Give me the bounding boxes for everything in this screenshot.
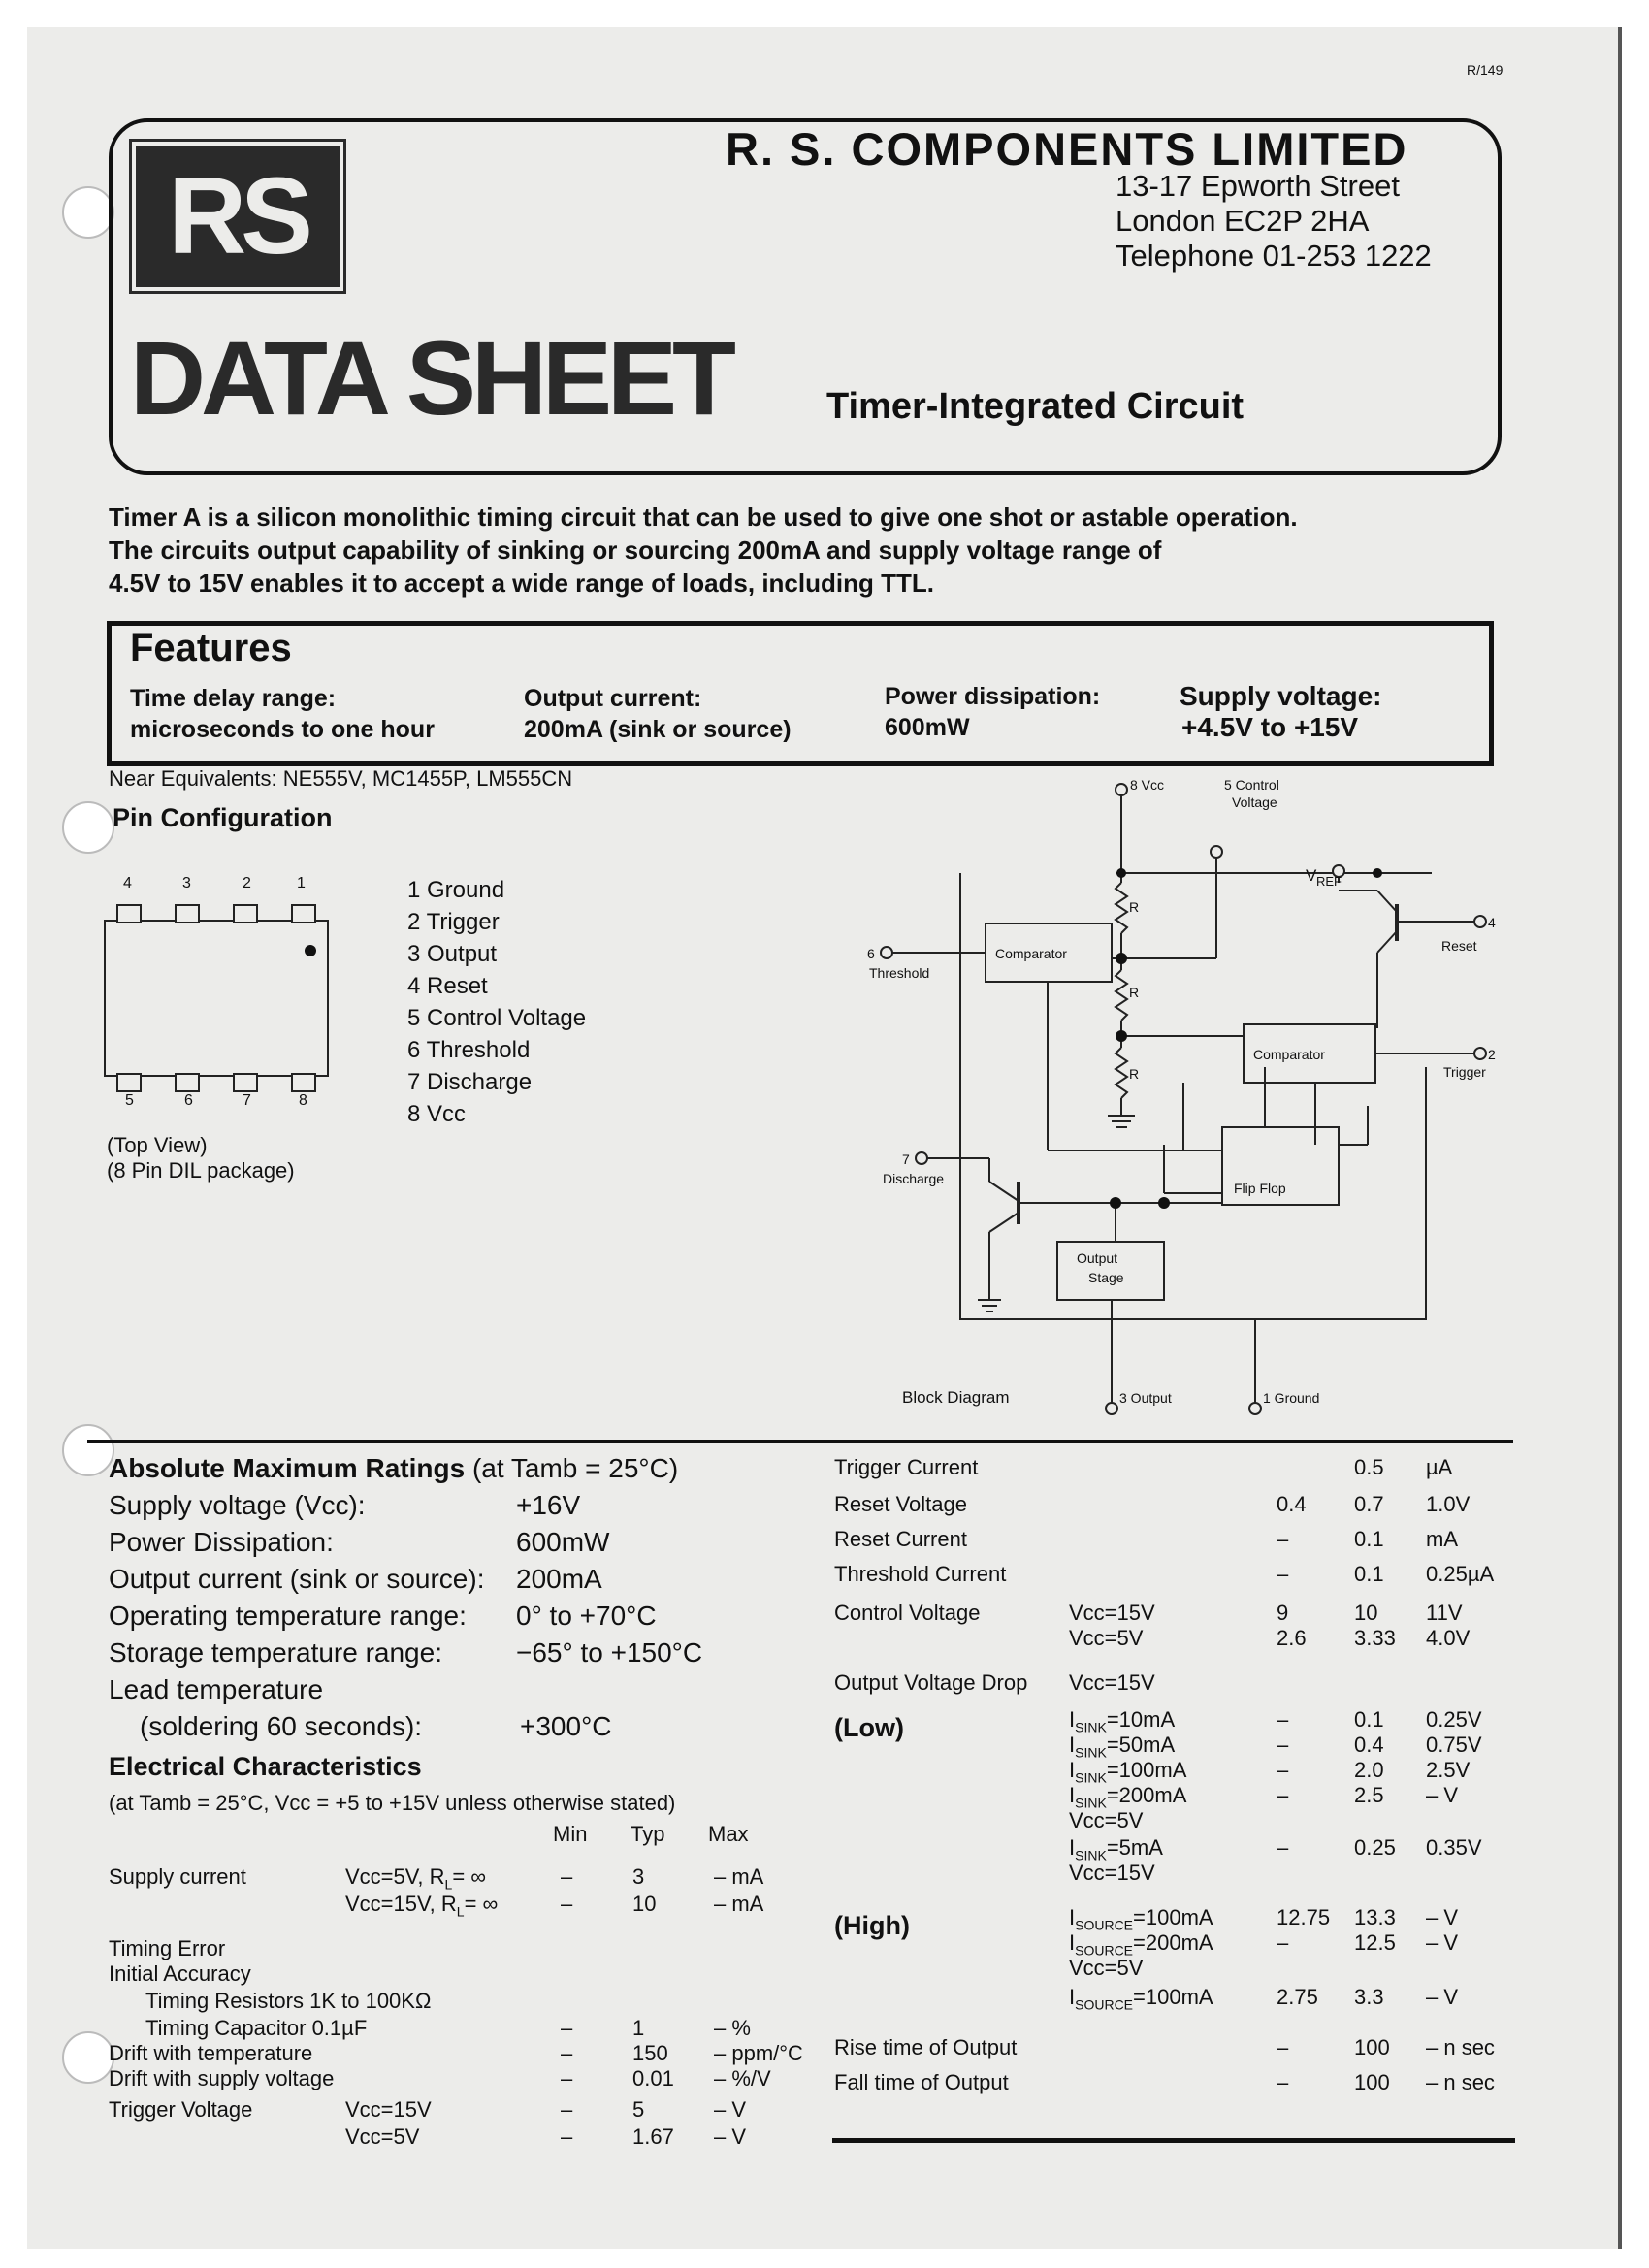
typ-cell: 0.1: [1354, 1707, 1384, 1732]
pin-list-item: 3 Output: [407, 941, 498, 967]
top-view-label: (Top View): [107, 1133, 208, 1157]
max-cell: 1.0V: [1426, 1492, 1471, 1516]
abs-max-heading: Absolute Maximum Ratings (at Tamb = 25°C): [109, 1453, 679, 1483]
param-label: Trigger Voltage: [109, 2097, 253, 2122]
typ-cell: 2.0: [1354, 1758, 1384, 1782]
max-cell: – V: [1426, 1930, 1459, 1955]
diag-label-comparator-2: Comparator: [1253, 1047, 1325, 1062]
pin-8-lead: [291, 1073, 316, 1092]
max-cell: – V: [714, 2097, 747, 2122]
feature-value-power-dissipation: 600mW: [885, 714, 970, 741]
condition-cell: Vcc=5V: [345, 2124, 420, 2149]
condition-cell: Vcc=5V: [1069, 1956, 1144, 1980]
condition-cell: Vcc=15V: [1069, 1601, 1155, 1625]
typ-cell: 3: [632, 1864, 645, 1889]
diag-label-comparator-1: Comparator: [995, 946, 1067, 961]
max-cell: – V: [1426, 1985, 1459, 2009]
typ-cell: 10: [1354, 1601, 1378, 1625]
param-label: Supply current: [109, 1864, 246, 1889]
col-header-typ: Typ: [630, 1822, 665, 1846]
diag-label-reset-num: 4: [1488, 915, 1496, 930]
min-cell: –: [561, 2097, 573, 2122]
electrical-heading: Electrical Characteristics: [109, 1752, 422, 1781]
punch-hole-bottom: [62, 2031, 114, 2084]
abs-max-value: 600mW: [516, 1527, 610, 1557]
condition-cell: $I_{SINK}=50mA$: [1069, 1733, 1176, 1761]
max-cell: µA: [1426, 1455, 1453, 1479]
condition-cell: $I_{SINK}=100mA$: [1069, 1758, 1187, 1786]
diag-label-discharge: Discharge: [883, 1171, 945, 1186]
param-label: Threshold Current: [834, 1562, 1007, 1586]
param-label: (High): [834, 1911, 910, 1940]
pin-list-item: 2 Trigger: [407, 909, 500, 935]
typ-cell: 0.1: [1354, 1527, 1384, 1551]
feature-label-power-dissipation: Power dissipation:: [885, 683, 1101, 710]
pin-number-5: 5: [125, 1092, 134, 1109]
dil-package-body: [104, 920, 329, 1077]
intro-line-2: The circuits output capability of sinking or sourcing 200mA and supply voltage range of: [109, 535, 1162, 565]
diag-label-vref-sub: REF: [1316, 874, 1342, 889]
feature-value-output-current: 200mA (sink or source): [524, 716, 792, 743]
typ-cell: 12.5: [1354, 1930, 1396, 1955]
pin-number-1: 1: [297, 875, 306, 891]
pin-number-7: 7: [242, 1092, 251, 1109]
max-cell: – ppm/°C: [714, 2041, 803, 2065]
min-cell: –: [1277, 1707, 1289, 1732]
min-cell: –: [561, 2124, 573, 2149]
punch-hole-top: [62, 186, 114, 239]
max-cell: 0.25µA: [1426, 1562, 1495, 1586]
diag-label-trigger-num: 2: [1488, 1047, 1496, 1062]
typ-cell: 150: [632, 2041, 668, 2065]
typ-cell: 100: [1354, 2070, 1390, 2094]
min-cell: 12.75: [1277, 1905, 1331, 1929]
min-cell: –: [561, 1892, 573, 1916]
max-cell: – V: [1426, 1783, 1459, 1807]
pin-4-lead: [116, 904, 142, 923]
max-cell: – V: [714, 2124, 747, 2149]
pin-3-lead: [175, 904, 200, 923]
condition-cell: $I_{SINK}=5mA$: [1069, 1835, 1163, 1863]
col-header-max: Max: [708, 1822, 749, 1846]
abs-max-label: Storage temperature range:: [109, 1637, 442, 1668]
typ-cell: 1: [632, 2016, 645, 2040]
min-cell: –: [1277, 1783, 1289, 1807]
param-label: Timing Capacitor 0.1µF: [146, 2016, 368, 2040]
abs-max-label: (soldering 60 seconds):: [140, 1711, 423, 1741]
section-divider: [87, 1440, 1513, 1443]
max-cell: – n sec: [1426, 2035, 1495, 2059]
min-cell: –: [561, 2041, 573, 2065]
diag-label-output-stage-1: Output: [1077, 1250, 1118, 1266]
company-address-line1: 13-17 Epworth Street: [1116, 169, 1400, 203]
bottom-rule: [832, 2138, 1515, 2143]
abs-max-label: Supply voltage (Vcc):: [109, 1490, 366, 1520]
diag-label-output: 3 Output: [1119, 1390, 1172, 1406]
max-cell: – %: [714, 2016, 751, 2040]
diag-label-trigger: Trigger: [1443, 1064, 1486, 1080]
pin-number-4: 4: [123, 875, 132, 891]
max-cell: 0.75V: [1426, 1733, 1482, 1757]
max-cell: – %/V: [714, 2066, 771, 2090]
rs-logo: RS: [136, 146, 340, 287]
near-equivalents: Near Equivalents: NE555V, MC1455P, LM555CN: [109, 766, 573, 791]
condition-cell: $I_{SOURCE}=100mA$: [1069, 1905, 1213, 1933]
condition-cell: $I_{SINK}=10mA$: [1069, 1707, 1176, 1735]
feature-value-supply-voltage: +4.5V to +15V: [1181, 712, 1359, 742]
param-label: Control Voltage: [834, 1601, 981, 1625]
typ-cell: 10: [632, 1892, 657, 1916]
col-header-min: Min: [553, 1822, 588, 1846]
min-cell: 0.4: [1277, 1492, 1307, 1516]
min-cell: –: [1277, 2070, 1289, 2094]
typ-cell: 1.67: [632, 2124, 674, 2149]
pin-2-lead: [233, 904, 258, 923]
condition-cell: Vcc=15V: [1069, 1670, 1155, 1695]
min-cell: 9: [1277, 1601, 1289, 1625]
typ-cell: 0.5: [1354, 1455, 1384, 1479]
min-cell: –: [1277, 2035, 1289, 2059]
diag-label-threshold: Threshold: [869, 965, 930, 981]
max-cell: 4.0V: [1426, 1626, 1471, 1650]
diag-label-resistor-3: R: [1129, 1066, 1140, 1082]
pin-7-lead: [233, 1073, 258, 1092]
typ-cell: 13.3: [1354, 1905, 1396, 1929]
block-diagram-caption: Block Diagram: [902, 1388, 1010, 1407]
abs-max-label: Operating temperature range:: [109, 1601, 467, 1631]
product-title: Timer-Integrated Circuit: [826, 386, 1245, 427]
pin-5-lead: [116, 1073, 142, 1092]
param-label: Drift with temperature: [109, 2041, 313, 2065]
pin-config-heading: Pin Configuration: [113, 803, 333, 832]
diag-label-vref: V: [1306, 866, 1317, 885]
reference-code: R/149: [1467, 62, 1504, 78]
feature-value-time-delay: microseconds to one hour: [130, 716, 435, 743]
pin-number-2: 2: [242, 875, 251, 891]
pin-list-item: 6 Threshold: [407, 1037, 531, 1063]
feature-label-output-current: Output current:: [524, 685, 702, 712]
pin-list-item: 8 Vcc: [407, 1101, 467, 1127]
param-label: Reset Current: [834, 1527, 967, 1551]
param-label: Fall time of Output: [834, 2070, 1009, 2094]
diag-label-vcc: 8 Vcc: [1130, 777, 1165, 793]
param-label: Timing Resistors 1K to 100KΩ: [146, 1989, 432, 2013]
pin-list-item: 1 Ground: [407, 877, 505, 903]
diag-label-resistor-2: R: [1129, 985, 1140, 1000]
diag-label-resistor-1: R: [1129, 899, 1140, 915]
diag-label-control-voltage: Voltage: [1232, 794, 1277, 810]
pin-1-marker-dot: [305, 945, 316, 956]
punch-hole-middle-lower: [62, 1424, 114, 1476]
min-cell: –: [561, 1864, 573, 1889]
abs-max-value: 200mA: [516, 1564, 602, 1594]
max-cell: mA: [1426, 1527, 1458, 1551]
typ-cell: 0.4: [1354, 1733, 1384, 1757]
abs-max-value: −65° to +150°C: [516, 1637, 703, 1668]
pin-list-item: 4 Reset: [407, 973, 488, 999]
feature-label-supply-voltage: Supply voltage:: [1180, 681, 1382, 711]
typ-cell: 3.3: [1354, 1985, 1384, 2009]
max-cell: – n sec: [1426, 2070, 1495, 2094]
condition-cell: $I_{SOURCE}=100mA$: [1069, 1985, 1213, 2013]
typ-cell: 3.33: [1354, 1626, 1396, 1650]
diag-label-flip-flop: Flip Flop: [1234, 1181, 1286, 1196]
package-label: (8 Pin DIL package): [107, 1158, 295, 1183]
abs-max-value: 0° to +70°C: [516, 1601, 657, 1631]
electrical-conditions: (at Tamb = 25°C, Vcc = +5 to +15V unless otherwise stated): [109, 1791, 676, 1815]
diag-label-ground: 1 Ground: [1263, 1390, 1320, 1406]
pin-number-3: 3: [182, 875, 191, 891]
param-label: Trigger Current: [834, 1455, 979, 1479]
features-heading: Features: [130, 627, 292, 669]
typ-cell: 0.1: [1354, 1562, 1384, 1586]
pin-list-item: 5 Control Voltage: [407, 1005, 587, 1031]
param-label: Drift with supply voltage: [109, 2066, 335, 2090]
abs-max-value: +16V: [516, 1490, 581, 1520]
abs-max-label: Output current (sink or source):: [109, 1564, 485, 1594]
param-label: Initial Accuracy: [109, 1961, 251, 1986]
min-cell: –: [1277, 1562, 1289, 1586]
company-name: R. S. COMPONENTS LIMITED: [726, 123, 1408, 175]
param-label: Rise time of Output: [834, 2035, 1018, 2059]
min-cell: –: [1277, 1930, 1289, 1955]
typ-cell: 5: [632, 2097, 645, 2122]
typ-cell: 0.7: [1354, 1492, 1384, 1516]
condition-cell: $I_{SOURCE}=200mA$: [1069, 1930, 1213, 1959]
intro-line-3: 4.5V to 15V enables it to accept a wide range of loads, including TTL.: [109, 568, 934, 598]
diag-label-control: 5 Control: [1224, 777, 1279, 793]
param-label: Output Voltage Drop: [834, 1670, 1028, 1695]
max-cell: 0.25V: [1426, 1707, 1482, 1732]
condition-cell: $I_{SINK}=200mA$: [1069, 1783, 1187, 1811]
min-cell: –: [1277, 1758, 1289, 1782]
max-cell: – mA: [714, 1864, 764, 1889]
company-telephone: Telephone 01-253 1222: [1116, 239, 1432, 273]
typ-cell: 100: [1354, 2035, 1390, 2059]
abs-max-value: +300°C: [520, 1711, 612, 1741]
typ-cell: 0.01: [632, 2066, 674, 2090]
param-label: Timing Error: [109, 1936, 226, 1960]
min-cell: 2.6: [1277, 1626, 1307, 1650]
min-cell: –: [1277, 1733, 1289, 1757]
max-cell: 0.35V: [1426, 1835, 1482, 1860]
condition-cell: Vcc=5V: [1069, 1808, 1144, 1832]
diag-label-output-stage-2: Stage: [1088, 1270, 1124, 1285]
max-cell: 11V: [1426, 1601, 1463, 1625]
abs-max-label: Power Dissipation:: [109, 1527, 334, 1557]
condition-cell: Vcc=5V, $R_L=$ ∞: [345, 1864, 486, 1893]
min-cell: –: [1277, 1835, 1289, 1860]
pin-6-lead: [175, 1073, 200, 1092]
param-label: Reset Voltage: [834, 1492, 967, 1516]
document-title: DATA SHEET: [130, 319, 731, 437]
pin-number-6: 6: [184, 1092, 193, 1109]
block-diagram: [854, 776, 1533, 1436]
max-cell: – mA: [714, 1892, 764, 1916]
intro-line-1: Timer A is a silicon monolithic timing circuit that can be used to give one shot or astable operation.: [109, 502, 1298, 532]
min-cell: –: [1277, 1527, 1289, 1551]
min-cell: –: [561, 2016, 573, 2040]
param-label: (Low): [834, 1713, 904, 1742]
max-cell: 2.5V: [1426, 1758, 1471, 1782]
pin-list-item: 7 Discharge: [407, 1069, 533, 1095]
company-address-line2: London EC2P 2HA: [1116, 204, 1370, 238]
diag-label-reset: Reset: [1441, 938, 1477, 954]
typ-cell: 0.25: [1354, 1835, 1396, 1860]
abs-max-label: Lead temperature: [109, 1674, 324, 1704]
feature-label-time-delay: Time delay range:: [130, 685, 337, 712]
diag-label-discharge-num: 7: [902, 1151, 910, 1167]
pin-number-8: 8: [299, 1092, 307, 1109]
diag-label-threshold-num: 6: [867, 946, 875, 961]
condition-cell: Vcc=15V: [1069, 1861, 1155, 1885]
condition-cell: Vcc=5V: [1069, 1626, 1144, 1650]
condition-cell: Vcc=15V, $R_L=$ ∞: [345, 1892, 499, 1920]
typ-cell: 2.5: [1354, 1783, 1384, 1807]
min-cell: –: [561, 2066, 573, 2090]
pin-1-lead: [291, 904, 316, 923]
min-cell: 2.75: [1277, 1985, 1318, 2009]
max-cell: – V: [1426, 1905, 1459, 1929]
condition-cell: Vcc=15V: [345, 2097, 432, 2122]
punch-hole-middle-upper: [62, 801, 114, 854]
